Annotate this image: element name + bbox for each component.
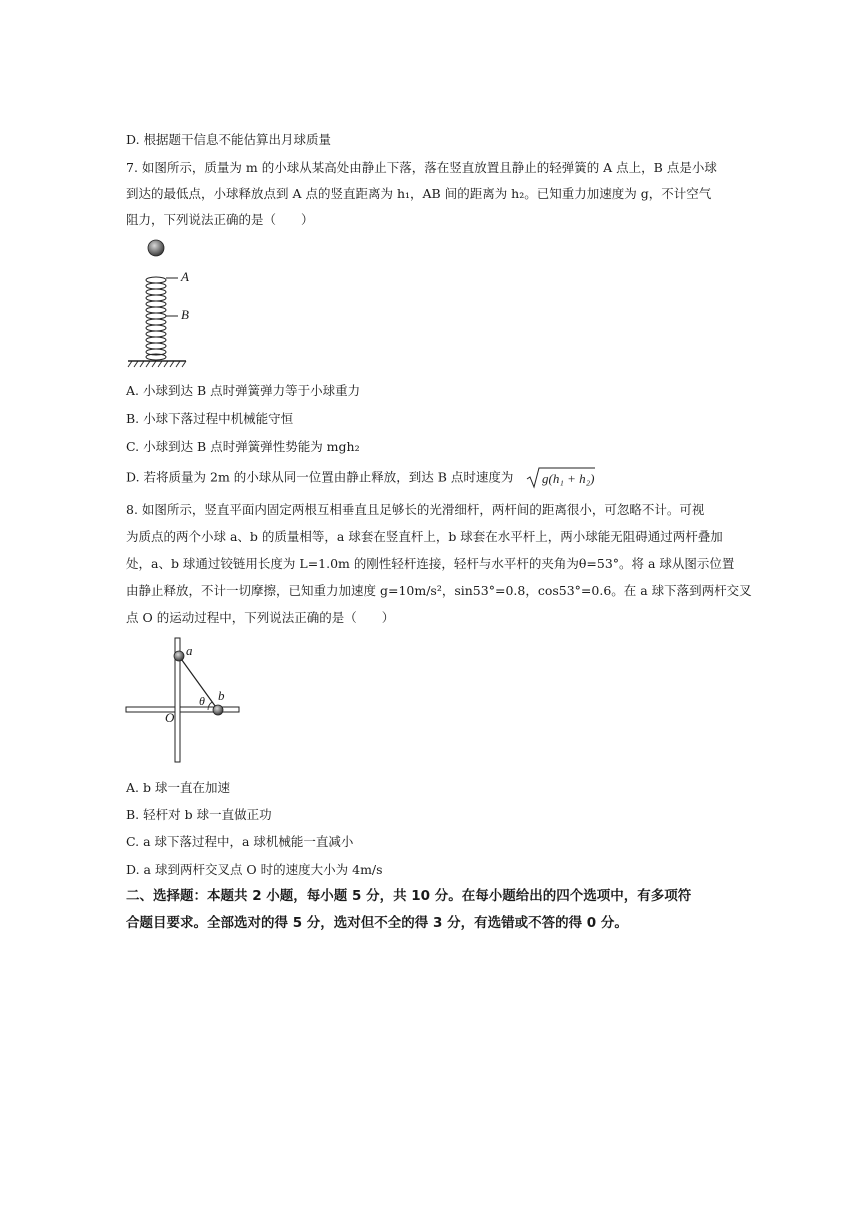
q7-stem-line-2: 到达的最低点，小球释放点到 A 点的竖直距离为 h₁，AB 间的距离为 h₂。已知重力加速度为 g，不计空气 [126, 186, 712, 201]
q8-rods-figure [124, 636, 244, 766]
q7-option-a: A. 小球到达 B 点时弹簧弹力等于小球重力 [126, 383, 361, 398]
ball-b [213, 705, 223, 715]
q7-label-b: B [181, 307, 189, 322]
q8-label-b: b [218, 688, 225, 703]
q7-stem-line-3: 阻力，下列说法正确的是（ ） [126, 212, 314, 227]
spring-coils [146, 277, 166, 360]
section-2-heading-line-2: 合题目要求。全部选对的得 5 分，选对但不全的得 3 分，有选错或不答的得 0 分。 [126, 915, 628, 931]
q8-label-theta: θ [199, 694, 205, 708]
q8-option-b: B. 轻杆对 b 球一直做正功 [126, 807, 272, 822]
falling-ball [148, 240, 164, 256]
q7-formula-text: g(h₁ + h₂) [542, 471, 595, 486]
q7-spring-figure [120, 232, 230, 372]
q7-option-d-text: D. 若将质量为 2m 的小球从同一位置由静止释放，到达 B 点时速度为 [126, 469, 514, 485]
q7-label-a: A [181, 269, 189, 284]
q7-option-d [126, 467, 597, 489]
ground-hatch [128, 361, 186, 367]
q8-label-a: a [186, 643, 193, 658]
q8-stem-line-4: 由静止释放，不计一切摩擦，已知重力加速度 g=10m/s²，sin53°=0.8，cos53°=0.6。在 a 球下落到两杆交叉 [126, 583, 752, 598]
q7-option-c: C. 小球到达 B 点时弹簧弹性势能为 mgh₂ [126, 439, 360, 454]
q8-stem-line-5: 点 O 的运动过程中，下列说法正确的是（ ） [126, 610, 395, 625]
q8-stem-line-2: 为质点的两个小球 a、b 的质量相等，a 球套在竖直杆上，b 球套在水平杆上，两小球能无阻碍通过两杆叠加 [126, 529, 723, 544]
q8-option-a: A. b 球一直在加速 [126, 780, 230, 795]
q7-option-d-formula [525, 467, 597, 489]
section-2-heading-line-1: 二、选择题：本题共 2 小题，每小题 5 分，共 10 分。在每小题给出的四个选项中，有多项符 [126, 888, 692, 904]
q6-option-d: D. 根据题干信息不能估算出月球质量 [126, 132, 332, 147]
sqrt-sign-icon [525, 467, 597, 489]
q7-stem-line-1: 7. 如图所示，质量为 m 的小球从某高处由静止下落，落在竖直放置且静止的轻弹簧的 A 点上，B 点是小球 [126, 160, 717, 175]
ball-a [174, 651, 184, 661]
q8-label-o: O [165, 710, 175, 725]
q8-stem-line-1: 8. 如图所示，竖直平面内固定两根互相垂直且足够长的光滑细杆，两杆间的距离很小，可忽略不计。可视 [126, 502, 705, 517]
q8-option-d: D. a 球到两杆交叉点 O 时的速度大小为 4m/s [126, 862, 383, 877]
q7-option-b: B. 小球下落过程中机械能守恒 [126, 411, 294, 426]
q8-stem-line-3: 处，a、b 球通过铰链用长度为 L=1.0m 的刚性轻杆连接，轻杆与水平杆的夹角为θ=53°。将 a 球从图示位置 [126, 556, 735, 571]
q8-option-c: C. a 球下落过程中，a 球机械能一直减小 [126, 834, 354, 849]
